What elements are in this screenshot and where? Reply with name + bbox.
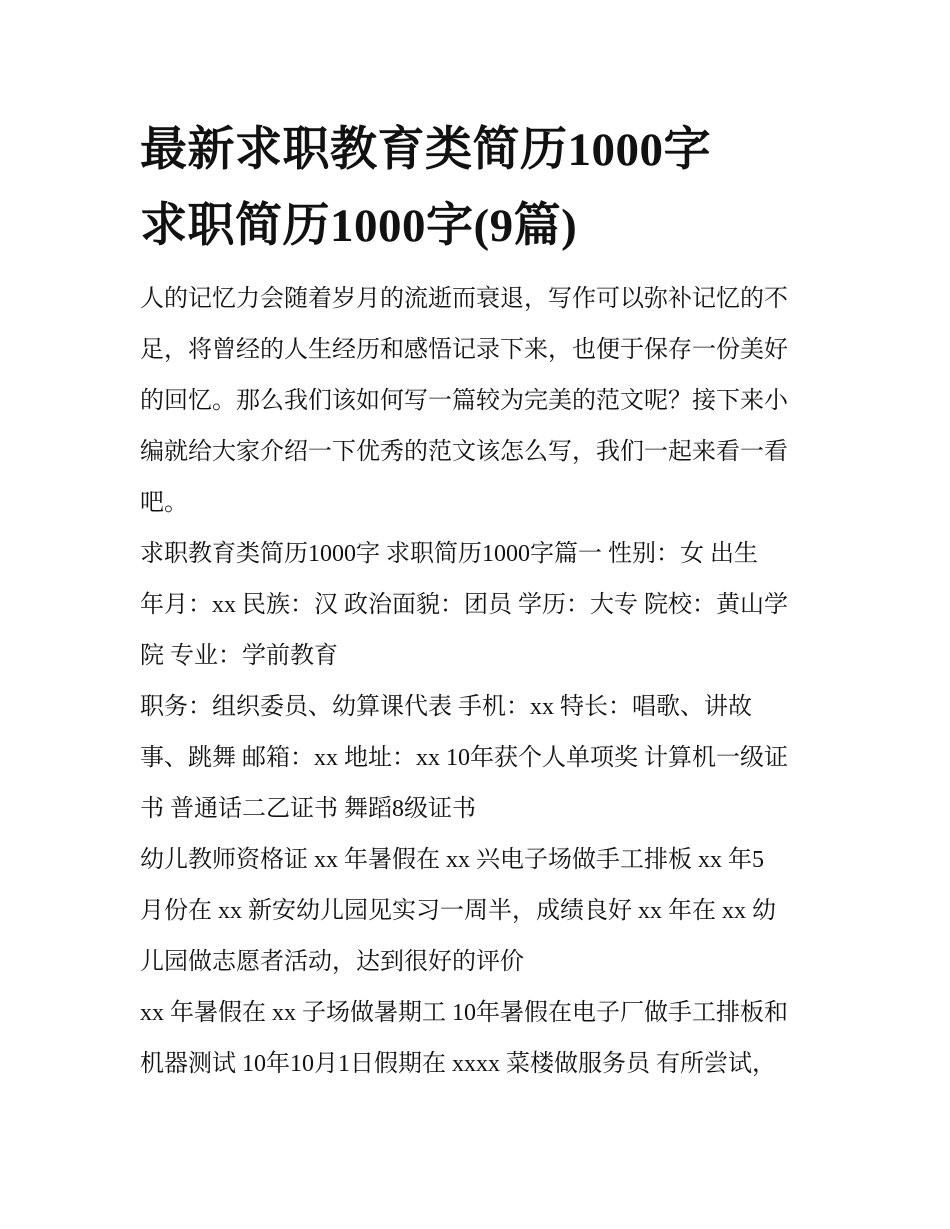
- text-line: 月份在 xx 新安幼儿园见实习一周半，成绩良好 xx 年在 xx 幼: [140, 898, 776, 924]
- text-line: 书 普通话二乙证书 舞蹈8级证书: [140, 796, 476, 822]
- text-line: 幼儿教师资格证 xx 年暑假在 xx 兴电子场做手工排板 xx 年5: [140, 847, 764, 873]
- resume-position-skills-paragraph: [140, 682, 812, 835]
- text-line: 事、跳舞 邮箱：xx 地址：xx 10年获个人单项奖 计算机一级证: [140, 745, 788, 771]
- text-line: 儿园做志愿者活动，达到很好的评价: [140, 949, 524, 975]
- text-line: 吧。: [140, 490, 188, 516]
- text-line: 编就给大家介绍一下优秀的范文该怎么写，我们一起来看一看: [140, 439, 788, 465]
- resume-personal-info-paragraph: [140, 529, 812, 682]
- text-line: xx 年暑假在 xx 子场做暑期工 10年暑假在电子厂做手工排板和: [140, 1000, 788, 1026]
- document-title: [140, 112, 840, 264]
- text-line: 求职教育类简历1000字 求职简历1000字篇一 性别：女 出生: [140, 541, 758, 567]
- resume-work-history-paragraph: [140, 988, 812, 1090]
- intro-paragraph: [140, 274, 812, 529]
- text-line: 的回忆。那么我们该如何写一篇较为完美的范文呢？接下来小: [140, 388, 788, 414]
- title-line: 最新求职教育类简历1000字: [140, 124, 711, 176]
- title-line: 求职简历1000字(9篇): [140, 200, 578, 252]
- text-line: 年月：xx 民族：汉 政治面貌：团员 学历：大专 院校：黄山学: [140, 592, 788, 618]
- text-line: 院 专业：学前教育: [140, 643, 338, 669]
- text-line: 足，将曾经的人生经历和感悟记录下来，也便于保存一份美好: [140, 337, 788, 363]
- document-body: [140, 274, 812, 1090]
- text-line: 职务：组织委员、幼算课代表 手机：xx 特长：唱歌、讲故: [140, 694, 752, 720]
- resume-experience-paragraph: [140, 835, 812, 988]
- text-line: 机器测试 10年10月1日假期在 xxxx 菜楼做服务员 有所尝试，: [140, 1051, 776, 1077]
- text-line: 人的记忆力会随着岁月的流逝而衰退，写作可以弥补记忆的不: [140, 286, 788, 312]
